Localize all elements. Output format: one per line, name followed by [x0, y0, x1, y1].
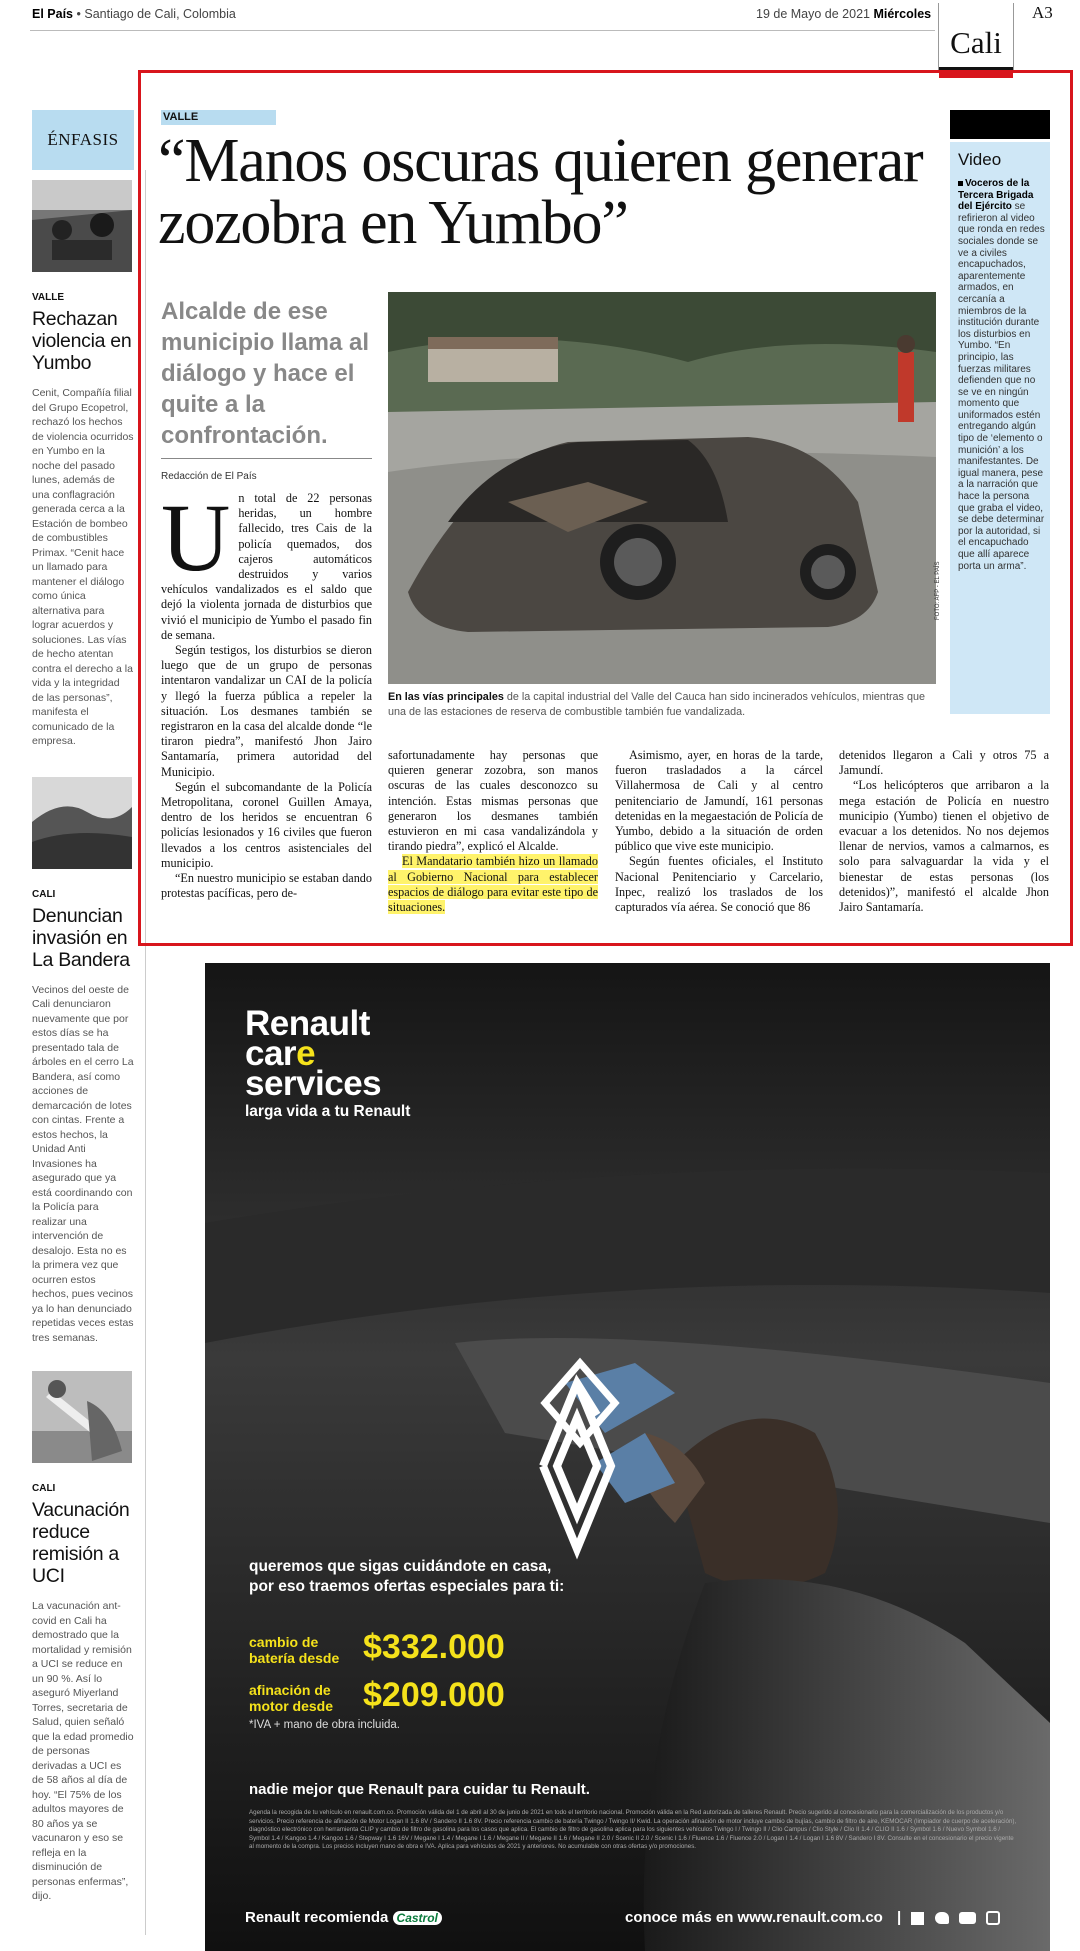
paragraph: Según testigos, los disturbios se dieron luego que de un grupo de personas intentaron vandalizar un CAI de la policía y llegó la fuerza pública a repeler la situación. Los desmanes también se registraron en la casa del alcalde donde “le tiraron piedra”, manifestó Jhon Jairo Santamaría, primera autoridad del Municipio. — [161, 643, 372, 779]
article-kicker: VALLE — [161, 110, 276, 125]
paragraph: n total de 22 personas heridas, un hombre fallecido, tres Cais de la policía quemados, dos cajeros automáticos destruidos y varios vehículos vandalizados es el saldo que dejó la violenta jornada de disturbios que vivió el municipio de Yumbo el pasado fin de semana. — [161, 491, 372, 642]
ad-legal-text: Agenda la recogida de tu vehículo en renault.com.co. Promoción válida del 1 de abril al 30 de junio de 2021 en todo el territorio nacional. Promoción válida en la Red autorizada de talleres Renault. Precio sugerido al concesionario para la comercialización de los productos y/o servicios. Precio referencia de afinación de Motor Logan II 1.6 8V / Sandero II 1.6 8V. Precio referencia cambio de batería Twingo / Twingo II/ Kwid. La operación afinación de motor incluye cambio de bujías, cambio de filtro de aire, KEMOCAR (limpiador de cuerpo de aceleración), diagnóstico electrónico con herramienta CLIP y cambio de filtro de gasolina para los casos que aplica. El cambio de filtro de gasolina aplica para los siguientes vehículos Twingo I / Twingo II / Clio Campus / Clio Style / Clio II 1.4 / CLIO II 1.6 / Symbol 1.6 / Nuevo Symbol 1.6 / Symbol 1.4 / Kangoo 1.4 / Kangoo 1.6 / Stepway I 1.6 16V / Megane I 1.4 / Megane I 1.6 / Megane II / Megane II 1.6 / Megane II 2.0 / Scenic II 2.0 / Scenic I 1.6 / Fluence 1.6 / Fluence 2.0 / Logan I 1.4 / Logan I 1.6 8V / Sandero I 8V. Consulte en el concesionario el precio vigente al momento de la compra. Los precios incluyen mano de obra e IVA. Aplica para vehículos de 2021 y anteriores. No acumulable con otras ofertas y/o promociones. — [249, 1809, 1017, 1851]
ad-iva-note: *IVA + mano de obra incluida. — [249, 1719, 400, 1731]
article-byline: Redacción de El País — [161, 471, 257, 482]
subhead-divider — [161, 458, 372, 459]
video-box-text — [958, 178, 1046, 572]
sidebar-body-2: Vecinos del oeste de Cali denunciaron nuevamente que por estos días se ha presentado tala de árboles en el cerro La Bandera, así como acciones de demarcación de lotes con cintas. Frente a estos hechos, la Unidad Anti Invasiones ha asegurado que ya está coordinando con la Policía para realizar una intervención de desalojo. Esta no es la primera vez que ocurren estos hechos, pues vecinos ya lo han denunciado repetidas veces estas tres semanas. — [32, 983, 134, 1344]
offer-2-price: $209.000 — [363, 1676, 505, 1714]
section-name: Cali — [950, 25, 1002, 60]
header-divider — [30, 30, 935, 31]
paragraph: detenidos llegaron a Cali y otros 75 a Jamundí. — [839, 748, 1049, 778]
paragraph: Según fuentes oficiales, el Instituto Nacional Penitenciario y Carcelario, Inpec, realizó los traslados de los capturados vía aérea. Se conoció que 86 — [615, 854, 823, 915]
article-column-2 — [388, 748, 598, 915]
caption-text: de la capital industrial del Valle del Cauca han sido incinerados vehículos, mientras que una de las estaciones de reserva de combustible también fue vandalizada. — [388, 691, 925, 718]
sidebar-headline-2: Denuncian invasión en La Bandera — [32, 904, 130, 971]
sidebar-photo-3 — [32, 1371, 132, 1463]
bullet-square-icon — [958, 181, 963, 186]
video-box-title: Video — [958, 150, 1002, 169]
video-box-header-bar — [950, 110, 1050, 139]
article-photo-burned-car — [388, 292, 936, 684]
photo-credit: FOTO: AFP - EL PAÍS — [935, 561, 941, 620]
offer-1-label — [249, 1634, 357, 1666]
instagram-icon — [986, 1911, 1000, 1925]
recommends-text: Renault recomienda — [245, 1909, 389, 1926]
article-column-4 — [839, 748, 1049, 915]
sidebar-body-1: Cenit, Compañía filial del Grupo Ecopetrol, rechazó los hechos de violencia ocurridos en Yumbo en la noche del pasado lunes, además de una conflagración generada cerca a la Estación de bombeo de combustibles Primax. “Cenit hace un llamado para mantener el diálogo como única alternativa para lograr acuerdos y soluciones. Las vías de hecho atentan contra el derecho a la vida y la integridad de las personas”, manifesta el comunicado de la empresa. — [32, 387, 134, 747]
caption-lead: En las vías principales — [388, 691, 504, 703]
offer-1-price: $332.000 — [363, 1628, 505, 1666]
ad-website-text: conoce más en www.renault.com.co — [625, 1909, 883, 1926]
ad-recommends — [245, 1909, 442, 1926]
ad-headline: queremos que sigas cuidándote en casa, por eso traemos ofertas especiales para ti: — [249, 1558, 565, 1595]
sidebar-kicker-2: CALI — [32, 888, 56, 900]
weekday: Miércoles — [873, 7, 932, 21]
social-divider: | — [897, 1909, 902, 1926]
logo-care-e: e — [296, 1034, 316, 1073]
video-box-lead: Voceros de la Tercera Brigada del Ejército — [958, 178, 1034, 213]
sidebar-kicker-3: CALI — [32, 1483, 56, 1494]
page-header-left — [32, 7, 236, 21]
page-number: A3 — [1032, 3, 1053, 22]
sidebar-kicker-1: VALLE — [32, 292, 65, 303]
twitter-icon — [935, 1912, 949, 1924]
drop-cap: U — [161, 484, 231, 591]
facebook-icon — [911, 1912, 924, 1925]
sidebar-photo-1 — [32, 180, 132, 272]
paper-name: El País — [32, 7, 73, 21]
sidebar-body-3: La vacunación ant-covid en Cali ha demostrado que la mortalidad y remisión a UCI se reduce en un 90 %. Así lo aseguró Miyerland Torres, secretaria de Salud, quien señaló que la edad promedio de personas derivadas a UCI es de 58 años al día de hoy. “El 75% de los adultos mayores de 80 años ya se vacunaron y eso se refleja en la disminución de personas enfermas”, dijo. — [32, 1600, 134, 1902]
article-subhead: Alcalde de ese municipio llama al diálogo y hace el quite a la confrontación. — [161, 298, 370, 449]
paragraph: “Los helicópteros que arribaron a la mega estación de Policía en nuestro municipio (Yumbo) tienen el objetivo de evacuar a los detenidos. No nos dejemos llenar de nervios, vamos a calmarnos, es solo para salvaguardar la vida y el bienestar de estas personas (los detenidos)”, manifestó el alcalde Jhon Jairo Santamaría. — [839, 778, 1049, 915]
video-box-body: se refirieron al video que ronda en redes sociales donde se ve a civiles encapuchados, aparentemente armados, en cercanía a miembros de la institución durante los disturbios en Yumbo. “En principio, las fuerzas militares defienden que no se ve en ningún momento que uniformados estén entregando algún tipo de ‘elemento o munición’ a los manifestantes. De igual manera, pese a la narración que hace la persona que graba el video, se debe determinar por la autoridad, si el encapuchado que allí aparece porta un arma”. — [958, 201, 1045, 572]
ad-website — [625, 1909, 1000, 1926]
page-header-date — [756, 7, 931, 21]
ad-slogan: nadie mejor que Renault para cuidar tu Renault. — [249, 1781, 590, 1798]
enfasis-sidebar — [32, 110, 134, 1904]
sidebar-headline-3: Vacunación reduce remisión a UCI — [32, 1499, 130, 1587]
highlighted-quote: El Mandatario también hizo un llamado al Gobierno Nacional para establecer espacios de diálogo para evitar este tipo de situaciones. — [388, 854, 598, 915]
paragraph: Asimismo, ayer, en horas de la tarde, fueron trasladados a la cárcel Villahermosa de Cali y al centro penitenciario de Jamundí, 161 personas detenidas en la megaestación de Policía de Yumbo, debido a la situación de orden público que vive este municipio. — [615, 748, 823, 854]
paragraph: safortunadamente hay personas que quieren generar zozobra, son manos oscuras de las cuales desconozco su intención. Estas mismas personas que generaron los desmanes también estuvieron en mi casa vandalizándola y tirando piedra”, explicó el Alcalde. — [388, 748, 598, 854]
photo-caption — [388, 690, 936, 720]
renault-advertisement — [205, 963, 1050, 1951]
sidebar-photo-2 — [32, 777, 132, 869]
logo-care: car — [245, 1034, 297, 1073]
section-tab — [938, 3, 1014, 73]
enfasis-label: ÉNFASIS — [32, 110, 134, 170]
offer-2-label — [249, 1682, 357, 1714]
place: Santiago de Cali, Colombia — [84, 7, 236, 21]
article-column-1 — [161, 484, 372, 901]
article-headline: “Manos oscuras quieren generar zozobra en Yumbo” — [158, 127, 923, 257]
article-column-3 — [615, 748, 823, 915]
date: 19 de Mayo de 2021 — [756, 7, 870, 21]
paragraph: Según el subcomandante de la Policía Metropolitana, coronel Guillen Amaya, dentro de los heridos se encuentran 6 policías lesionados y 16 civiles que fueron llevados a los centros asistenciales del municipio. — [161, 779, 372, 870]
ad-tagline: larga vida a tu Renault — [245, 1103, 411, 1120]
logo-line-3: services — [245, 1064, 382, 1103]
renault-care-services-logo — [245, 1004, 382, 1103]
offer-2-label-text: afinación de motor desde — [249, 1682, 334, 1714]
logo-line-1: Renault — [245, 1004, 370, 1043]
paragraph: “En nuestro municipio se estaban dando protestas pacíficas, pero de- — [161, 871, 372, 901]
offer-1-label-text: cambio de batería desde — [249, 1634, 340, 1666]
youtube-icon — [959, 1912, 976, 1924]
separator: • — [76, 7, 81, 21]
castrol-logo: Castrol — [393, 1911, 442, 1925]
sidebar-headline-1: Rechazan violencia en Yumbo — [32, 308, 132, 374]
